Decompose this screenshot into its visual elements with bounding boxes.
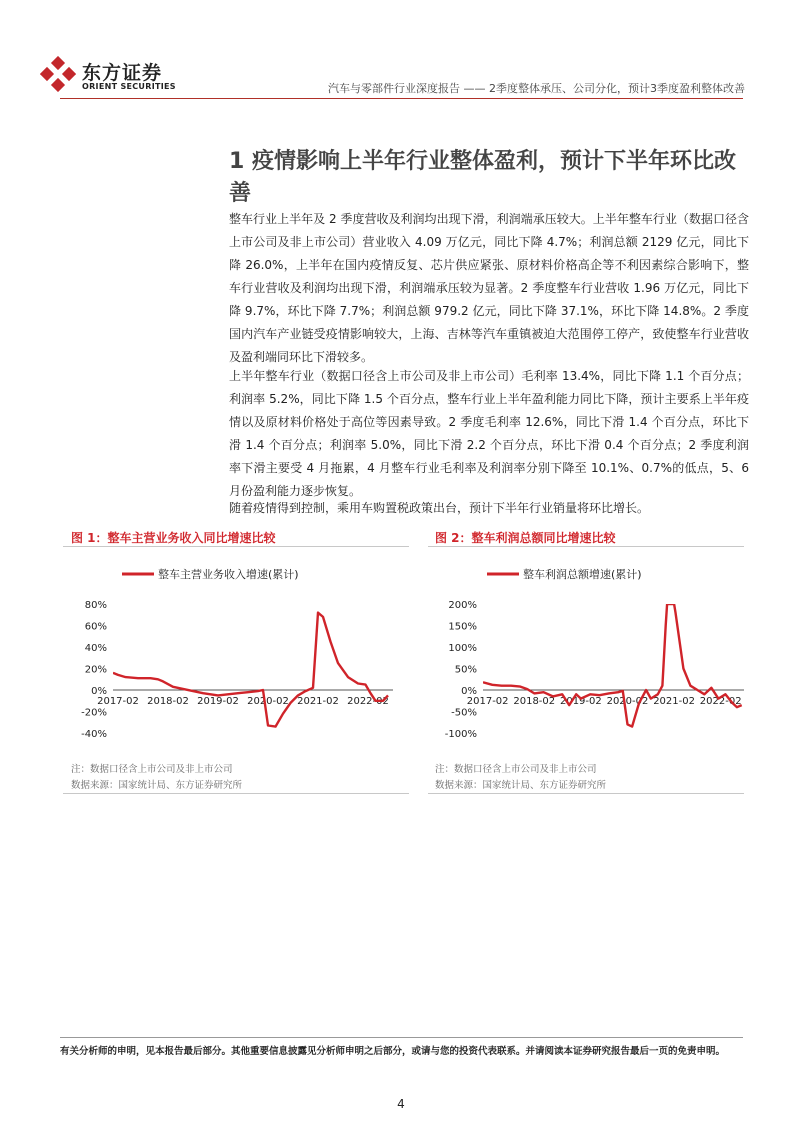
x-tick-label: 2017-02 [466,696,509,707]
series-line [113,613,388,727]
figure-1-source: 数据来源：国家统计局、东方证券研究所 [71,780,243,791]
x-tick-label: 2022-02 [699,696,742,707]
figure-2-bottom-divider [428,793,744,794]
x-tick-label: 2018-02 [147,696,189,707]
x-tick-label: 2021-02 [653,696,695,707]
header-divider [60,98,743,99]
orient-securities-logo-icon [40,56,76,92]
y-tick-label: 50% [454,664,477,676]
x-tick-label: 2021-02 [297,696,339,707]
figure-2-chart [428,556,744,746]
figure-1-chart [63,556,409,746]
x-tick-label: 2020-02 [606,696,649,707]
y-tick-label: 20% [84,664,107,676]
logo-chinese-name: 东方证券 [82,62,163,84]
x-tick-label: 2019-02 [197,696,239,707]
figure-1-divider [63,546,409,547]
y-tick-label: 200% [448,600,477,611]
report-title: 汽车与零部件行业深度报告 —— 2季度整体承压、公司分化，预计3季度盈利整体改善 [328,82,745,95]
figure-2-source: 数据来源：国家统计局、东方证券研究所 [435,780,607,791]
page-number: 4 [397,1097,405,1111]
paragraph-2: 上半年整车行业（数据口径含上市公司及非上市公司）毛利率 13.4%，同比下降 1.1 个百分点；利润率 5.2%，同比下降 1.5 个百分点，整车行业上半年盈利能力同比下降，预计主要系上半年疫情以及原材料价格处于高位等因素导致。2 季度毛利率 12.6%，同比下滑 1.4 个百分点，环比下滑 1.4 个百分点；利润率 5.0%，同比下滑 2.2 个百分点，环比下滑 0.4 个百分点；2 季度利润率下滑主要受 4 月拖累，4 月整车行业毛利率及利润率分别下降至 10.1%、0.7%的低点，5、6 月份盈利能力逐步恢复。 [229,369,749,498]
figure-1-bottom-divider [63,793,409,794]
x-tick-label: 2018-02 [513,696,556,707]
y-tick-label: -100% [444,729,477,740]
y-tick-label: -20% [81,707,107,719]
figure-1-title: 图 1：整车主营业务收入同比增速比较 [71,531,276,545]
paragraph-3: 随着疫情得到控制，乘用车购置税政策出台，预计下半年行业销量将环比增长。 [229,501,650,515]
figure-2-divider [428,546,744,547]
x-tick-label: 2017-02 [97,696,139,707]
x-tick-label: 2022-02 [347,696,389,707]
paragraph-1: 整车行业上半年及 2 季度营收及利润均出现下滑，利润端承压较大。上半年整车行业（数据口径含上市公司及非上市公司）营业收入 4.09 万亿元，同比下降 4.7%；利润总额 2129 亿元，同比下降 26.0%，上半年在国内疫情反复、芯片供应紧张、原材料价格高企等不利因素综合影响下，整车行业营收及利润均出现下滑，利润端承压较为显著。2 季度整车行业营收 1.96 万亿元，同比下降 9.7%，环比下降 7.7%；利润总额 979.2 亿元，同比下降 37.1%，环比下降 14.8%。2 季度国内汽车产业链受疫情影响较大，上海、吉林等汽车重镇被迫大范围停工停产，致使整车行业营收及盈利端同环比下滑较多。 [229,212,749,364]
x-tick-label: 2020-02 [247,696,289,707]
legend-label: 整车利润总额增速(累计) [523,568,642,581]
y-tick-label: -50% [451,707,477,719]
y-tick-label: 60% [84,621,107,633]
x-tick-label: 2019-02 [559,696,602,707]
footer-divider [60,1037,743,1038]
figure-2-title: 图 2：整车利润总额同比增速比较 [435,531,616,545]
figure-1-note: 注：数据口径含上市公司及非上市公司 [71,764,233,775]
y-tick-label: 80% [84,600,107,611]
y-tick-label: 150% [448,621,477,633]
y-tick-label: 40% [84,643,107,654]
y-tick-label: 100% [448,643,477,654]
footer-disclaimer: 有关分析师的申明，见本报告最后部分。其他重要信息披露见分析师申明之后部分，或请与您的投资代表联系。并请阅读本证券研究报告最后一页的免责申明。 [60,1046,726,1057]
y-tick-label: -40% [81,729,107,740]
section-title: 1 疫情影响上半年行业整体盈利，预计下半年环比改善 [229,149,736,206]
figure-2-note: 注：数据口径含上市公司及非上市公司 [435,764,597,775]
legend-label: 整车主营业务收入增速(累计) [158,568,299,581]
series-line [483,604,742,727]
logo-english-name: ORIENT SECURITIES [82,82,176,91]
y-tick-label: 0% [461,686,477,697]
y-tick-label: 0% [91,686,107,697]
